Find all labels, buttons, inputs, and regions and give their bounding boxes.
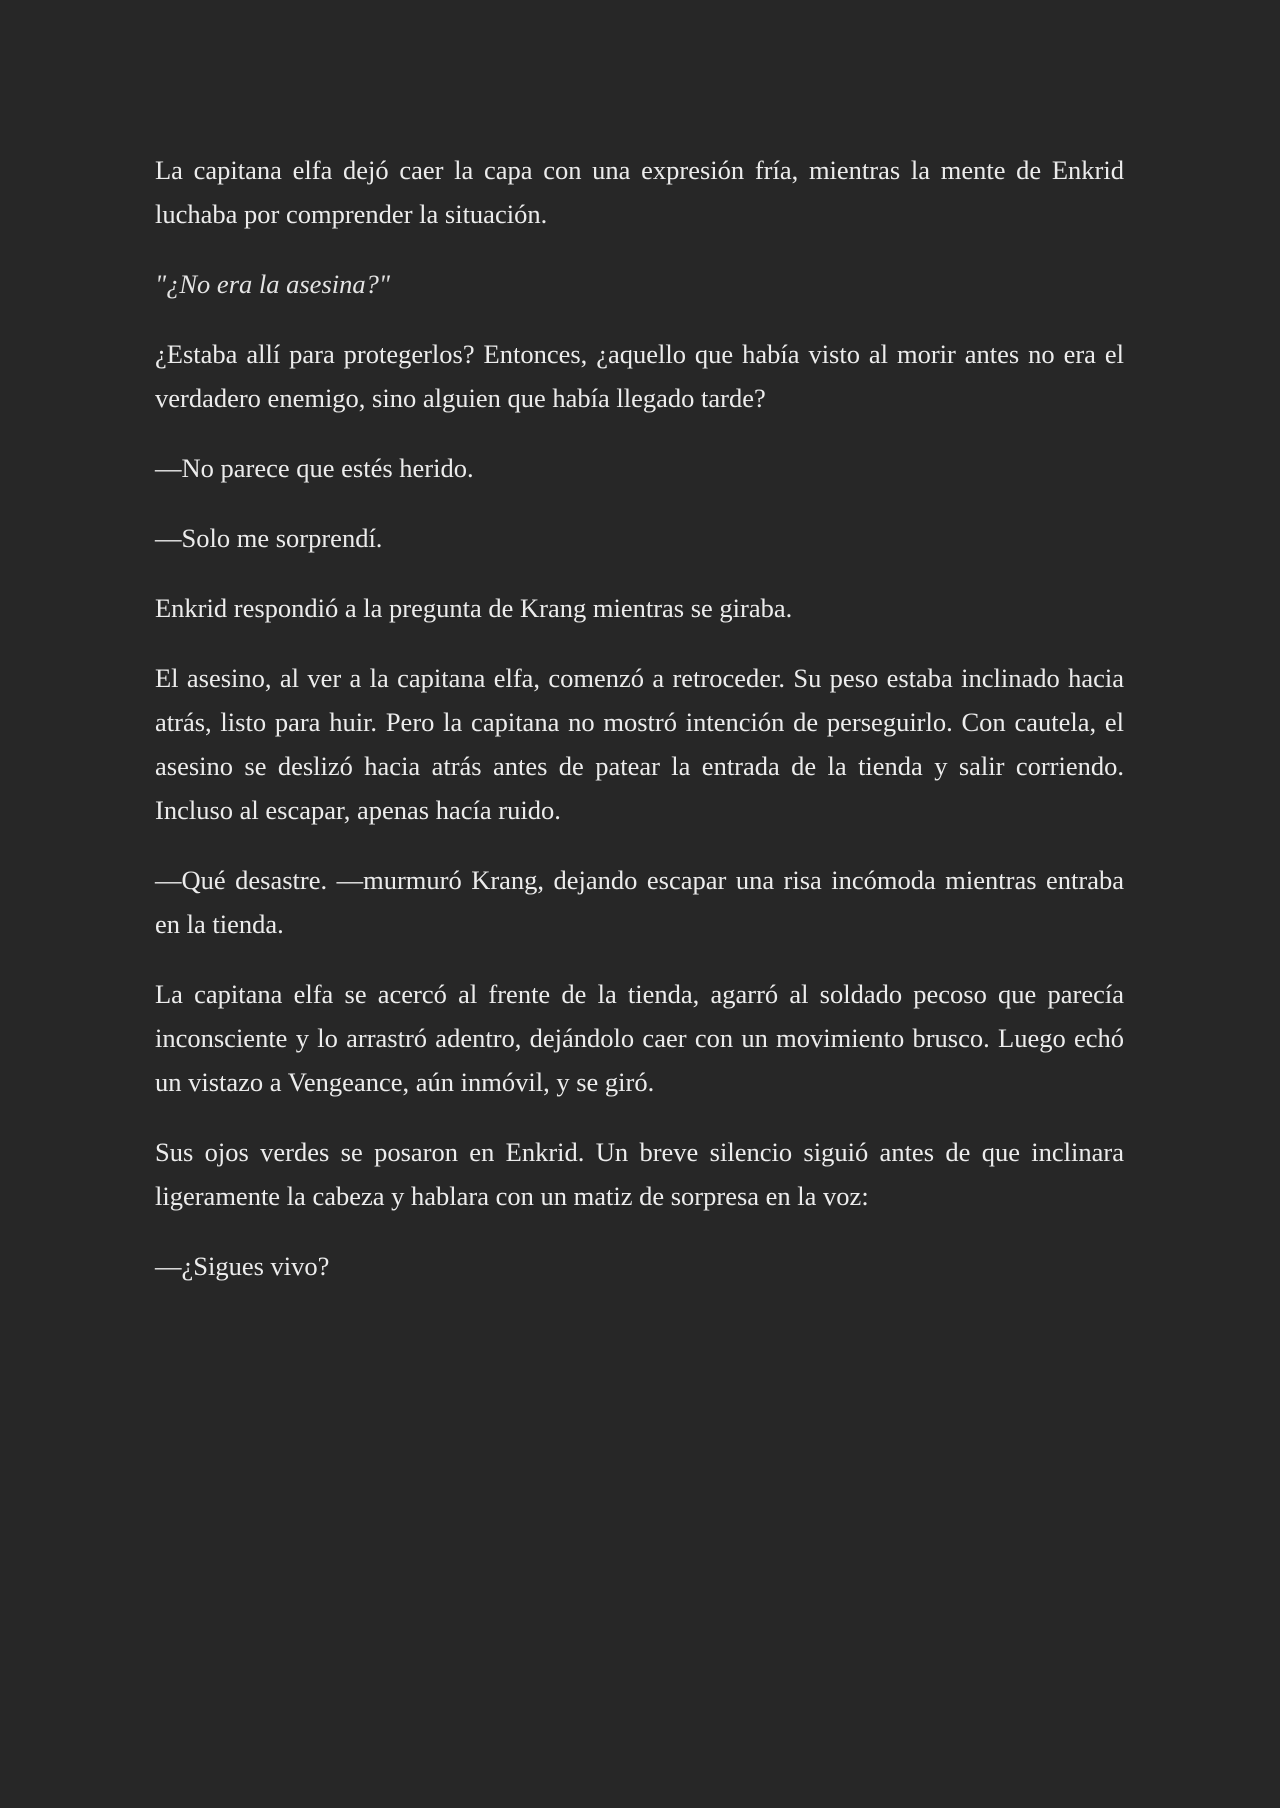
dialogue-paragraph: —¿Sigues vivo? bbox=[155, 1251, 330, 1281]
paragraph: Sus ojos verdes se posaron en Enkrid. Un breve silencio siguió antes de que inclinara ligeramente la cabeza y hablara con un matiz de sorpresa en la voz: bbox=[155, 1137, 1124, 1211]
chapter-text bbox=[155, 148, 1124, 1314]
paragraph: El asesino, al ver a la capitana elfa, comenzó a retroceder. Su peso estaba inclinado hacia atrás, listo para huir. Pero la capitana no mostró intención de perseguirlo. Con cautela, el asesino se deslizó hacia atrás antes de patear la entrada de la tienda y salir corriendo. Incluso al escapar, apenas hacía ruido. bbox=[155, 663, 1124, 825]
dialogue-paragraph: —Solo me sorprendí. bbox=[155, 523, 383, 553]
paragraph: Enkrid respondió a la pregunta de Krang mientras se giraba. bbox=[155, 593, 793, 623]
inner-thought-paragraph: "¿No era la asesina?" bbox=[155, 269, 390, 299]
paragraph: ¿Estaba allí para protegerlos? Entonces, ¿aquello que había visto al morir antes no era el verdadero enemigo, sino alguien que había llegado tarde? bbox=[155, 339, 1124, 413]
dialogue-paragraph: —No parece que estés herido. bbox=[155, 453, 474, 483]
dialogue-paragraph: —Qué desastre. —murmuró Krang, dejando escapar una risa incómoda mientras entraba en la tienda. bbox=[155, 865, 1124, 939]
paragraph: La capitana elfa dejó caer la capa con una expresión fría, mientras la mente de Enkrid luchaba por comprender la situación. bbox=[155, 155, 1124, 229]
paragraph: La capitana elfa se acercó al frente de la tienda, agarró al soldado pecoso que parecía inconsciente y lo arrastró adentro, dejándolo caer con un movimiento brusco. Luego echó un vistazo a Vengeance, aún inmóvil, y se giró. bbox=[155, 979, 1124, 1097]
